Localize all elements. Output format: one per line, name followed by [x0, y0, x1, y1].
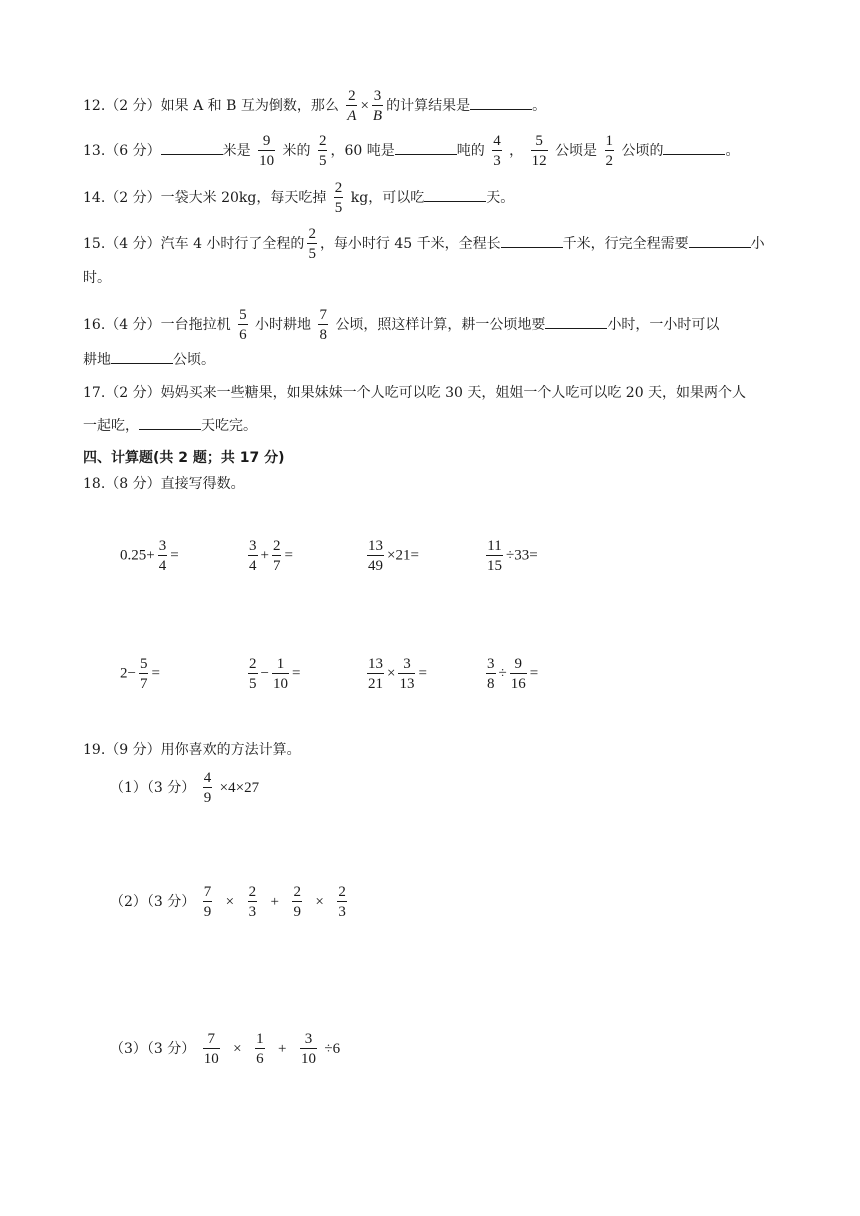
question-17-continued	[83, 415, 257, 436]
question-text: 汽车 4 小时行了全程的	[160, 236, 305, 252]
question-text: kg，可以吃	[350, 190, 425, 206]
question-18	[83, 474, 245, 494]
question-score: （2 分）	[105, 385, 161, 401]
calc-item-b2: $\frac{2}{5}$ − $\frac{1}{10}$ =	[249, 656, 301, 692]
question-number: 16.	[83, 317, 106, 333]
question-text: 如果 A 和 B 互为倒数，那么	[160, 98, 339, 114]
question-score: （9 分）	[105, 742, 161, 758]
question-text: 公顷。	[173, 352, 215, 368]
question-text: 小时，一小时可以	[607, 317, 720, 333]
question-number: 12.	[83, 98, 106, 114]
question-15	[83, 226, 765, 262]
question-text: 耕地	[83, 352, 111, 368]
question-15-continued	[83, 268, 111, 288]
calc-item-b4: $\frac{3}{8}$ ÷ $\frac{9}{16}$ =	[487, 656, 539, 692]
answer-blank[interactable]	[111, 349, 173, 364]
question-score: （4 分）	[105, 236, 161, 252]
question-text: 的计算结果是	[386, 98, 471, 114]
answer-blank[interactable]	[161, 140, 223, 155]
fraction: $\frac{2}{5}$	[308, 226, 316, 262]
fraction: $\frac{1}{2}$	[605, 133, 614, 169]
question-17	[83, 383, 746, 403]
calc-item-b3: $\frac{13}{21}$ × $\frac{3}{13}$ =	[368, 656, 427, 692]
question-19-part-3: （3）（3 分） $\frac{7}{10}$ × $\frac{1}{6}$ + $\frac{3}{10}$ ÷6	[110, 1031, 341, 1067]
answer-blank[interactable]	[139, 415, 201, 430]
question-number: 15.	[83, 236, 106, 252]
question-text: 公顷是	[555, 143, 598, 159]
question-score: （2 分）	[105, 190, 161, 206]
question-12	[83, 88, 546, 124]
answer-blank[interactable]	[470, 95, 532, 110]
question-14	[83, 180, 514, 216]
fraction: $\frac{2}{5}$	[334, 180, 343, 216]
calc-item-a1: 0.25+ $\frac{3}{4}$ =	[120, 538, 179, 574]
question-text: ，每小时行 45 千米，全程长	[319, 236, 501, 252]
fraction: $\frac{2}{5}$	[318, 133, 327, 169]
answer-blank[interactable]	[689, 233, 751, 248]
fraction: $\frac{9}{10}$	[259, 133, 275, 169]
question-text: 用你喜欢的方法计算。	[160, 742, 301, 758]
question-text: 一袋大米 20kg，每天吃掉	[160, 190, 327, 206]
times-sign: ×	[360, 98, 369, 114]
question-number: 13.	[83, 143, 106, 159]
question-16	[83, 307, 719, 343]
answer-blank[interactable]	[424, 187, 486, 202]
question-text: 直接写得数。	[160, 476, 245, 492]
question-text: 千米，行完全程需要	[562, 236, 689, 252]
question-text: 米是	[222, 143, 251, 159]
question-score: （2 分）	[105, 98, 161, 114]
fraction: $\frac{4}{3}$	[493, 133, 501, 169]
question-text: 小时耕地	[255, 317, 312, 333]
question-13	[83, 133, 739, 169]
question-text: 公顷的	[621, 143, 664, 159]
question-19-part-2: （2）（3 分） $\frac{7}{9}$ × $\frac{2}{3}$ + $\frac{2}{9}$ × $\frac{2}{3}$	[110, 884, 346, 920]
question-text: 妈妈买来一些糖果，如果妹妹一个人吃可以吃 30 天，姐姐一个人吃可以吃 20 天，如果两个人	[160, 385, 747, 401]
question-number: 19.	[83, 742, 106, 758]
question-number: 14.	[83, 190, 106, 206]
question-text: 公顷，照这样计算，耕一公顷地要	[335, 317, 546, 333]
answer-blank[interactable]	[501, 233, 563, 248]
question-text: 米的	[282, 143, 311, 159]
question-16-continued	[83, 349, 215, 370]
fraction: $\frac{5}{12}$	[531, 133, 547, 169]
fraction: $\frac{7}{8}$	[319, 307, 327, 343]
question-text: 时。	[83, 270, 111, 286]
part-label: （3）（3 分）	[110, 1041, 196, 1057]
question-19-part-1: （1）（3 分） $\frac{4}{9}$ ×4×27	[110, 770, 260, 806]
fraction: $\frac{5}{6}$	[239, 307, 247, 343]
question-text: 天。	[486, 190, 515, 206]
part-label: （2）（3 分）	[110, 894, 196, 910]
question-text: ，60 吨是	[330, 143, 395, 159]
question-score: （8 分）	[105, 476, 161, 492]
punctuation: 。	[532, 98, 547, 114]
punctuation: ，	[509, 143, 524, 159]
calc-item-a3: $\frac{13}{49}$ ×21=	[368, 538, 419, 574]
answer-blank[interactable]	[545, 314, 607, 329]
answer-blank[interactable]	[395, 140, 457, 155]
calc-item-a2: $\frac{3}{4}$ + $\frac{2}{7}$ =	[249, 538, 293, 574]
question-score: （6 分）	[105, 143, 161, 159]
question-text: 天吃完。	[201, 418, 257, 434]
punctuation: 。	[725, 143, 740, 159]
question-number: 17.	[83, 385, 106, 401]
section-heading: 四、计算题(共 2 题；共 17 分)	[83, 450, 285, 466]
calc-item-a4: $\frac{11}{15}$ ÷33=	[487, 538, 538, 574]
fraction: $\frac{2}{A}$	[347, 88, 357, 124]
question-text: 吨的	[456, 143, 485, 159]
question-score: （4 分）	[105, 317, 161, 333]
calc-item-b1: 2− $\frac{5}{7}$ =	[120, 656, 160, 692]
question-text: 一台拖拉机	[160, 317, 231, 333]
part-label: （1）（3 分）	[110, 780, 196, 796]
question-text: 小	[750, 236, 765, 252]
fraction: $\frac{3}{B}$	[372, 88, 383, 124]
question-19	[83, 740, 301, 760]
question-text: 一起吃，	[83, 418, 139, 434]
question-number: 18.	[83, 476, 106, 492]
answer-blank[interactable]	[663, 140, 725, 155]
